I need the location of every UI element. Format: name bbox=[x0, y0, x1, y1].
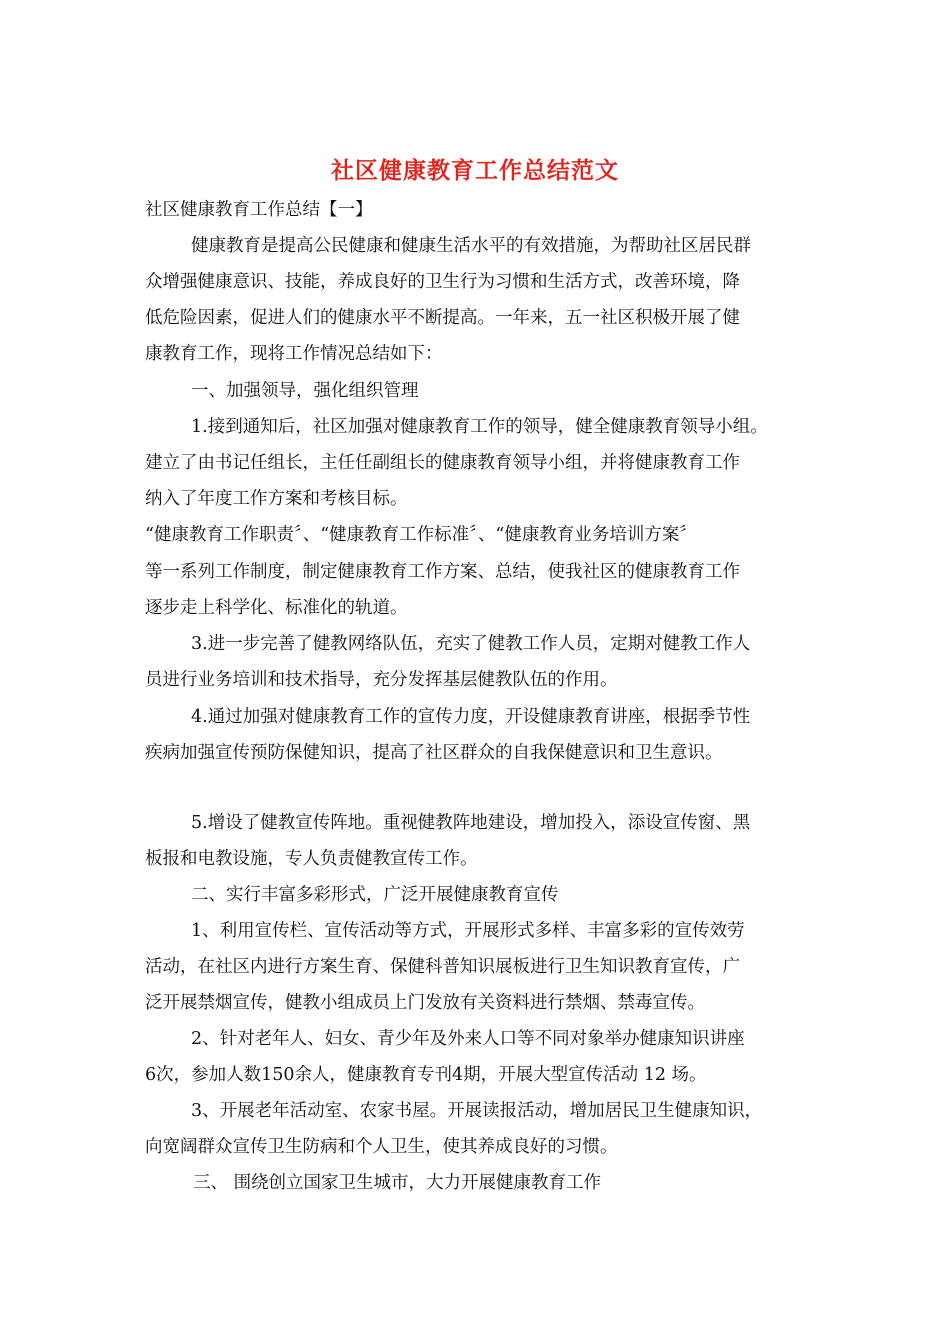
section-heading: 社区健康教育工作总结【一】 bbox=[145, 200, 373, 220]
paragraph-line: 3、开展老年活动室、农家书屋。开展读报活动，增加居民卫生健康知识， bbox=[191, 1101, 763, 1121]
paragraph-line: 活动，在社区内进行方案生育、保健科普知识展板进行卫生知识教育宣传，广 bbox=[145, 957, 740, 977]
paragraph-line: 4.通过加强对健康教育工作的宣传力度，开设健康教育讲座，根据季节性 bbox=[191, 707, 751, 727]
paragraph-line: “健康教育工作职责〞、“健康教育工作标准〞、“健康教育业务培训方案〞 bbox=[145, 525, 697, 545]
paragraph-line: 员进行业务培训和技术指导，充分发挥基层健教队伍的作用。 bbox=[145, 670, 618, 690]
subheading: 二、实行丰富多彩形式，广泛开展健康教育宣传 bbox=[191, 885, 559, 905]
paragraph-line: 等一系列工作制度，制定健康教育工作方案、总结，使我社区的健康教育工作 bbox=[145, 562, 740, 582]
paragraph-line: 逐步走上科学化、标准化的轨道。 bbox=[145, 598, 408, 618]
paragraph-line: 2、针对老年人、妇女、青少年及外来人口等不同对象举办健康知识讲座 bbox=[191, 1029, 745, 1049]
paragraph-line: 3.进一步完善了健教网络队伍，充实了健教工作人员，定期对健教工作人 bbox=[191, 634, 751, 654]
paragraph-line: 健康教育是提高公民健康和健康生活水平的有效措施，为帮助社区居民群 bbox=[191, 236, 751, 256]
paragraph-line: 纳入了年度工作方案和考核目标。 bbox=[145, 489, 408, 509]
paragraph-line: 康教育工作，现将工作情况总结如下： bbox=[145, 344, 443, 364]
paragraph-line: 疾病加强宣传预防保健知识，提高了社区群众的自我保健意识和卫生意识。 bbox=[145, 743, 723, 763]
paragraph-line: 6次，参加人数150余人，健康教育专刊4期，开展大型宣传活动 12 场。 bbox=[145, 1065, 707, 1085]
subheading: 三、 围绕创立国家卫生城市，大力开展健康教育工作 bbox=[193, 1173, 602, 1193]
paragraph-line: 低危险因素，促进人们的健康水平不断提高。一年来，五一社区积极开展了健 bbox=[145, 308, 740, 328]
paragraph-line: 建立了由书记任组长，主任任副组长的健康教育领导小组，并将健康教育工作 bbox=[145, 453, 740, 473]
paragraph-line: 向宽阔群众宣传卫生防病和个人卫生，使其养成良好的习惯。 bbox=[145, 1137, 618, 1157]
paragraph-line: 1、利用宣传栏、宣传活动等方式，开展形式多样、丰富多彩的宣传效劳 bbox=[191, 921, 745, 941]
paragraph-line: 泛开展禁烟宣传，健教小组成员上门发放有关资料进行禁烟、禁毒宣传。 bbox=[145, 993, 705, 1013]
paragraph-line: 1.接到通知后，社区加强对健康教育工作的领导，健全健康教育领导小组。 bbox=[191, 417, 768, 437]
paragraph-line: 5.增设了健教宣传阵地。重视健教阵地建设，增加投入，添设宣传窗、黑 bbox=[191, 813, 751, 833]
document-title: 社区健康教育工作总结范文 bbox=[331, 157, 619, 184]
subheading: 一、加强领导，强化组织管理 bbox=[191, 381, 419, 401]
paragraph-line: 板报和电教设施，专人负责健教宣传工作。 bbox=[145, 849, 478, 869]
paragraph-line: 众增强健康意识、技能，养成良好的卫生行为习惯和生活方式，改善环境，降 bbox=[145, 272, 740, 292]
